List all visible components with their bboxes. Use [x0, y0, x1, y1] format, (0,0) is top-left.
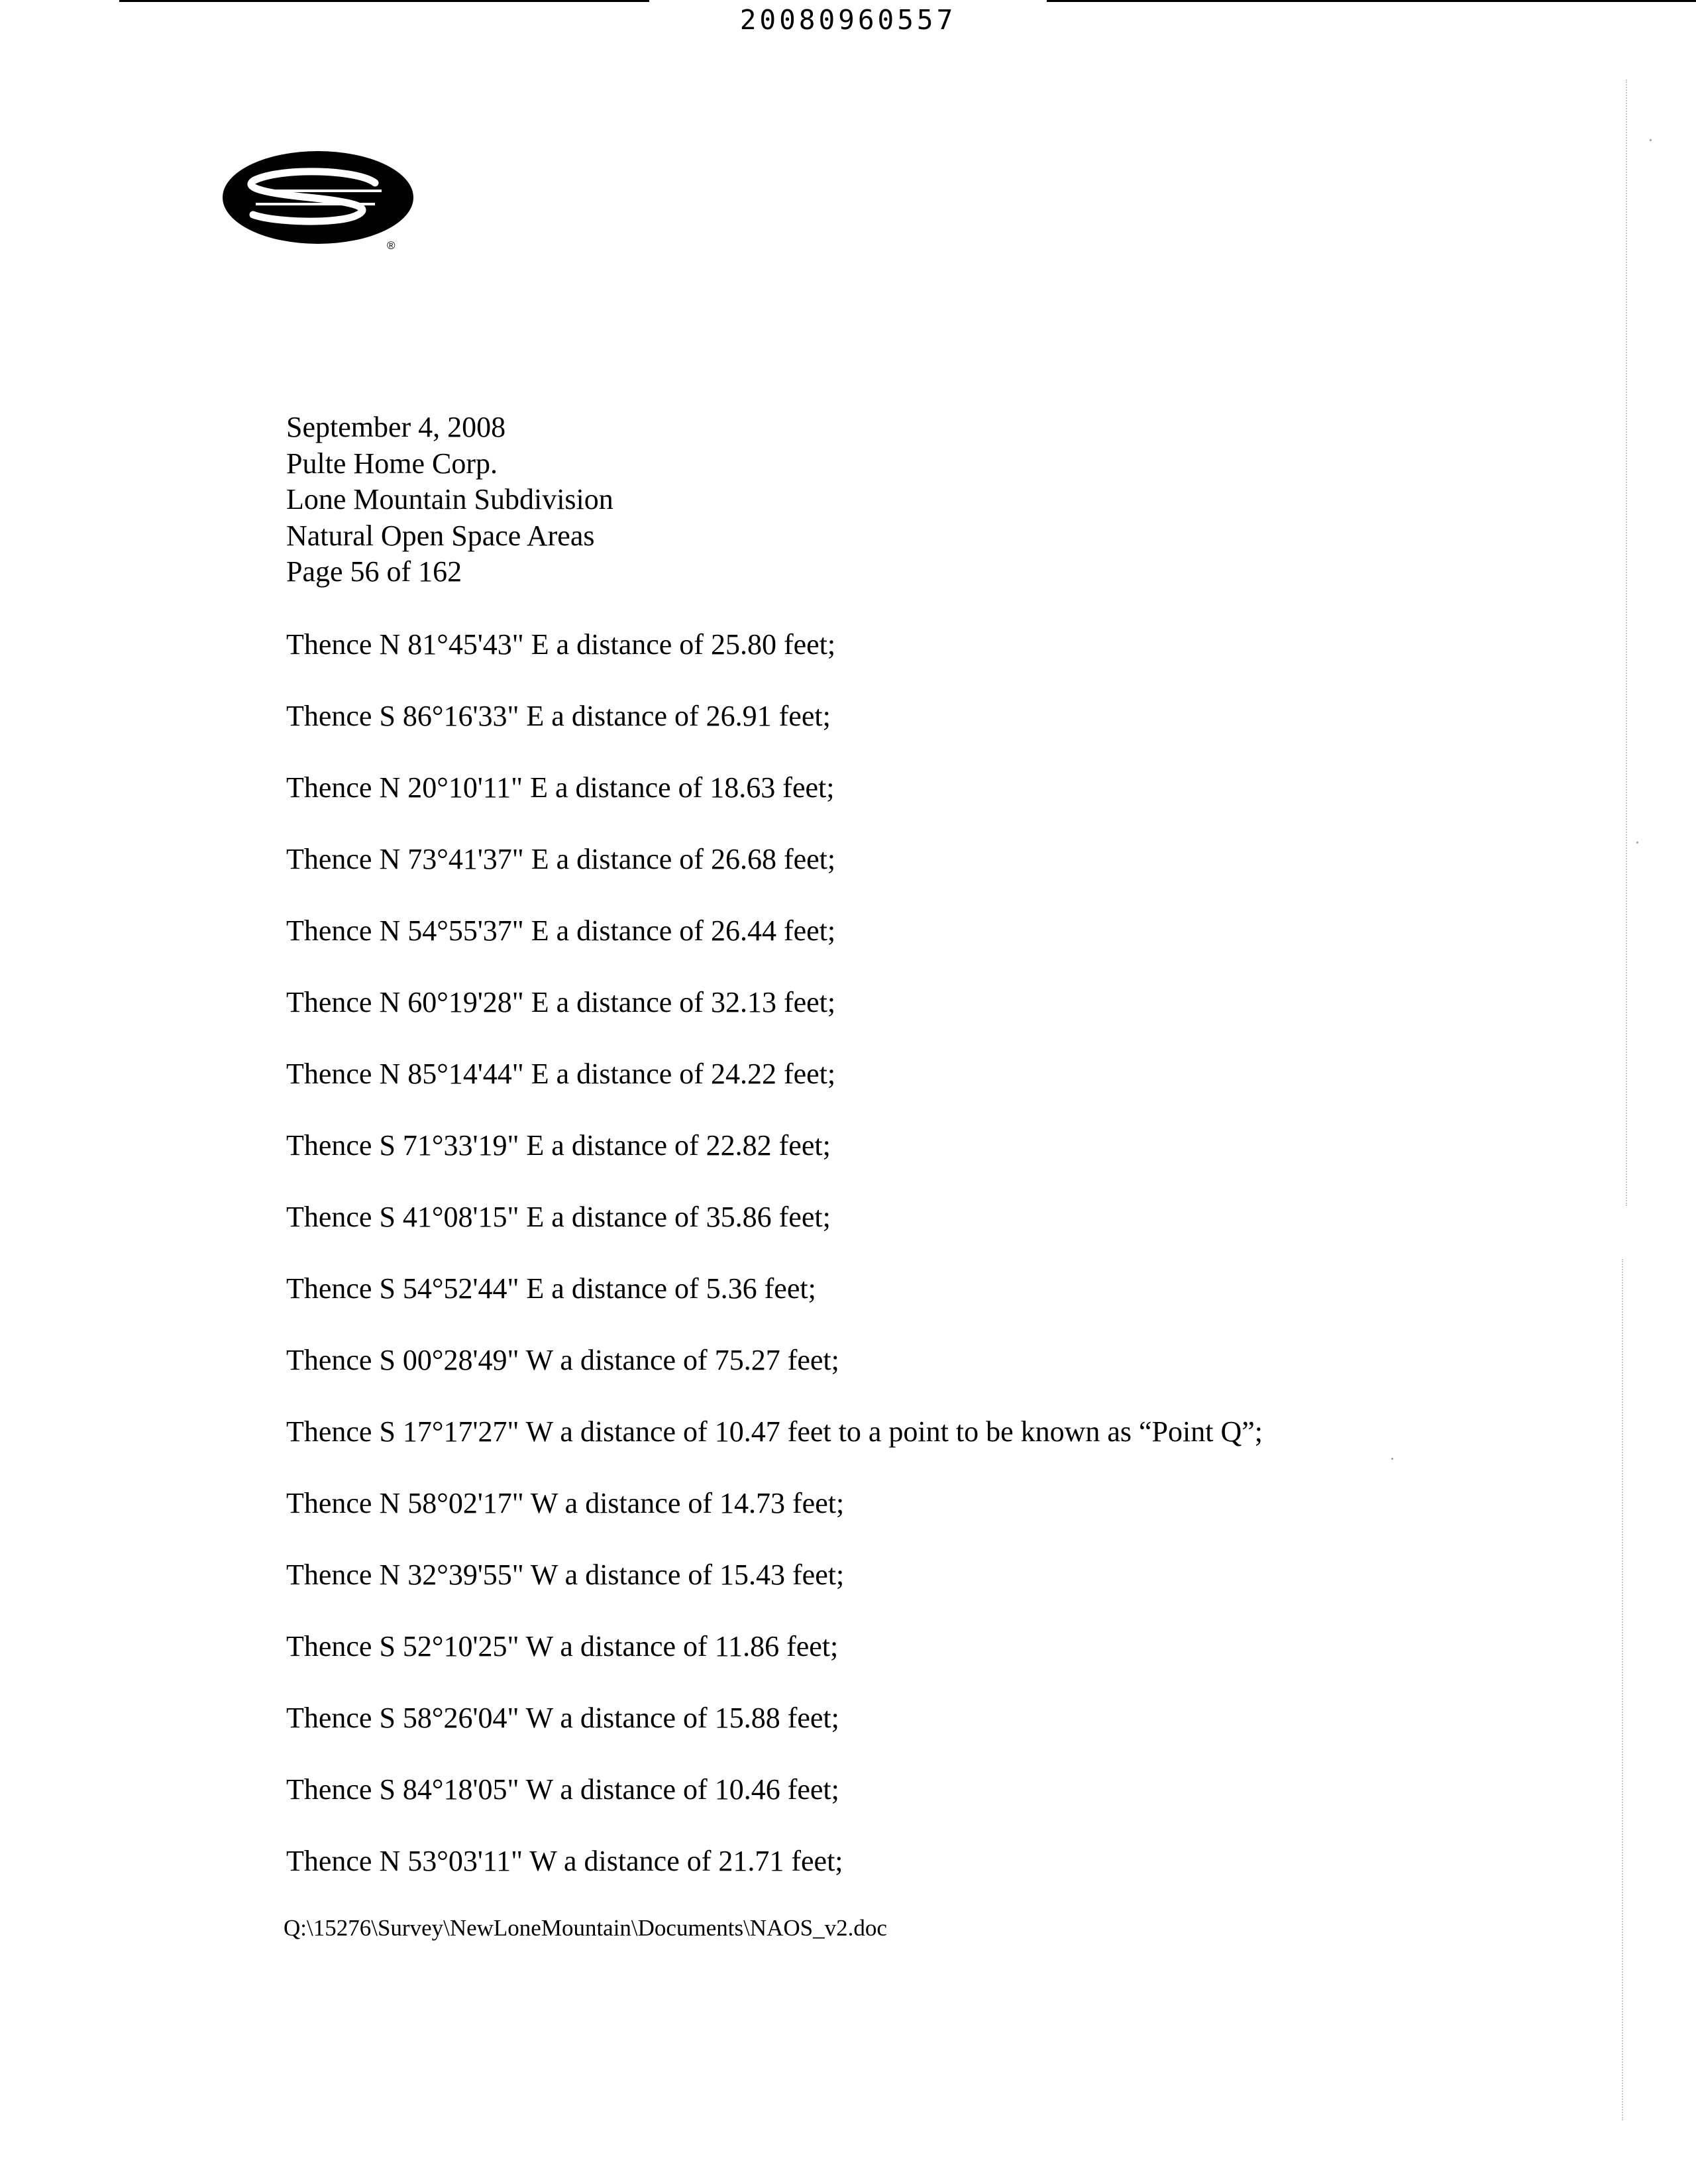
- bearing-call: Thence S 54°52'44" E a distance of 5.36 feet;: [286, 1272, 816, 1305]
- header-company: Pulte Home Corp.: [286, 447, 498, 480]
- bearing-call: Thence S 00°28'49" W a distance of 75.27 feet;: [286, 1344, 839, 1376]
- document-number: 20080960557: [739, 4, 957, 36]
- scan-speck: [1650, 139, 1652, 141]
- scan-speck: [1636, 842, 1638, 844]
- registered-mark: ®: [387, 239, 396, 252]
- bearing-call: Thence N 85°14'44" E a distance of 24.22 feet;: [286, 1058, 836, 1090]
- bearing-call: Thence N 81°45'43" E a distance of 25.80 feet;: [286, 628, 836, 661]
- bearing-call: Thence N 60°19'28" E a distance of 32.13 feet;: [286, 986, 836, 1018]
- bearing-call: Thence N 32°39'55" W a distance of 15.43 feet;: [286, 1558, 845, 1591]
- top-rule-right: [1047, 0, 1696, 2]
- scan-edge-artifact: [1626, 80, 1628, 1206]
- bearing-call: Thence N 20°10'11" E a distance of 18.63 feet;: [286, 771, 835, 804]
- bearing-call: Thence N 73°41'37" E a distance of 26.68 feet;: [286, 843, 836, 875]
- top-rule-left: [119, 0, 649, 2]
- footer-file-path: Q:\15276\Survey\NewLoneMountain\Documents\NAOS_v2.doc: [284, 1915, 887, 1941]
- bearing-call: Thence S 52°10'25" W a distance of 11.86 feet;: [286, 1630, 839, 1663]
- scan-speck: [1391, 1458, 1393, 1460]
- s-ellipse-logo-icon: [223, 150, 421, 256]
- bearing-call: Thence S 71°33'19" E a distance of 22.82 feet;: [286, 1129, 831, 1162]
- bearing-call: Thence S 86°16'33" E a distance of 26.91 feet;: [286, 700, 831, 732]
- bearing-call: Thence N 54°55'37" E a distance of 26.44 feet;: [286, 914, 836, 947]
- bearing-call: Thence S 17°17'27" W a distance of 10.47 feet to a point to be known as “Point Q”;: [286, 1415, 1263, 1448]
- bearing-call: Thence S 41°08'15" E a distance of 35.86 feet;: [286, 1201, 831, 1233]
- header-subject: Natural Open Space Areas: [286, 519, 595, 552]
- letter-header: [286, 410, 613, 590]
- header-page-info: Page 56 of 162: [286, 555, 462, 588]
- bearing-call: Thence N 53°03'11" W a distance of 21.71 feet;: [286, 1845, 843, 1877]
- bearing-call: Thence S 58°26'04" W a distance of 15.88 feet;: [286, 1702, 839, 1734]
- scan-edge-artifact: [1622, 1259, 1624, 2120]
- header-date: September 4, 2008: [286, 411, 506, 443]
- bearing-call: Thence N 58°02'17" W a distance of 14.73 feet;: [286, 1487, 845, 1519]
- bearing-call: Thence S 84°18'05" W a distance of 10.46 feet;: [286, 1773, 839, 1806]
- header-subdivision: Lone Mountain Subdivision: [286, 483, 613, 516]
